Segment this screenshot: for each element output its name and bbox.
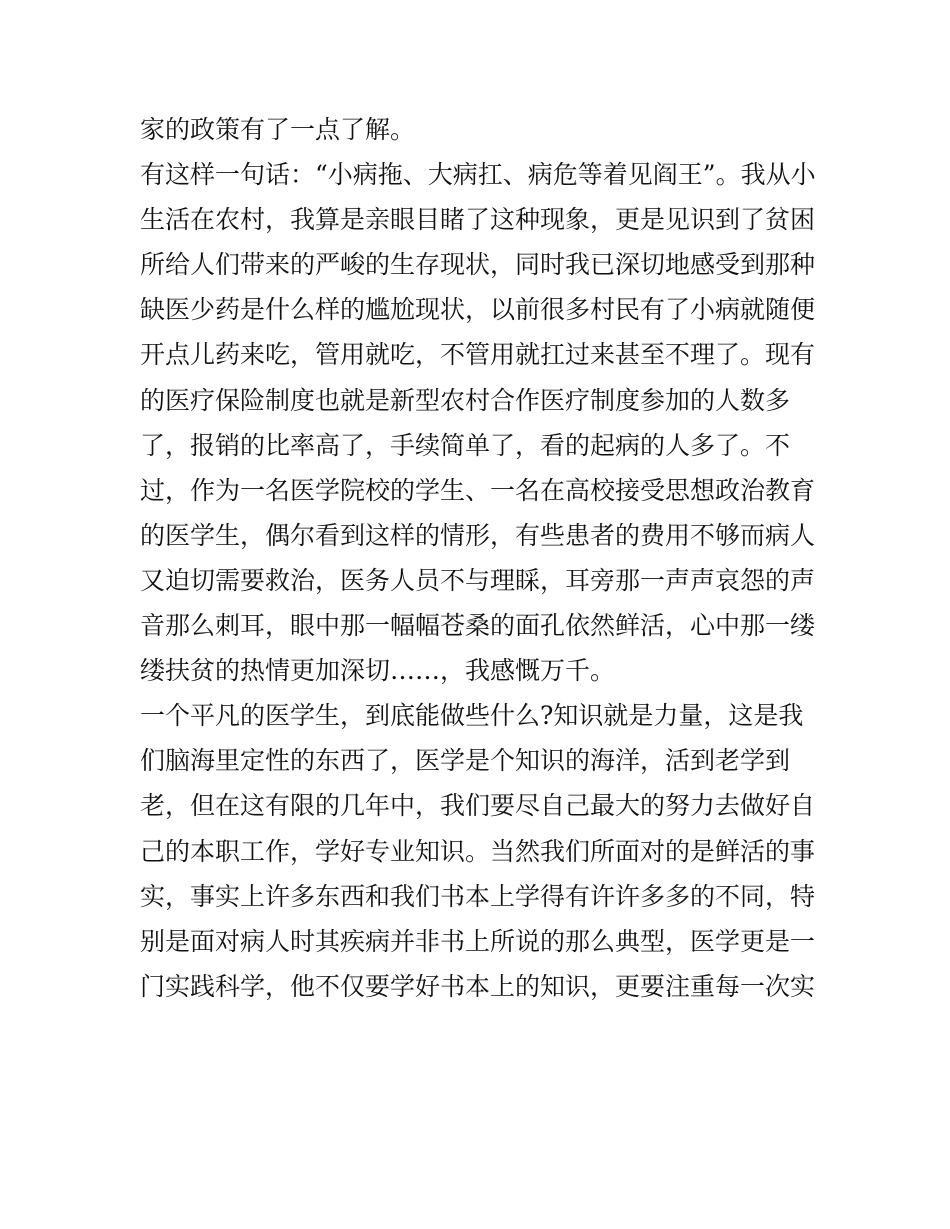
- body-text: [140, 107, 820, 1009]
- text-line: 老，但在这有限的几年中，我们要尽自己最大的努力去做好自: [140, 791, 816, 821]
- text-line: 又迫切需要救治，医务人员不与理睬，耳旁那一声声哀怨的声: [140, 565, 816, 595]
- text-line: 们脑海里定性的东西了，医学是个知识的海洋，活到老学到: [140, 746, 791, 776]
- text-line: 有这样一句话：“小病拖、大病扛、病危等着见阎王”。我从小: [140, 160, 816, 190]
- text-line: 过，作为一名医学院校的学生、一名在高校接受思想政治教育: [140, 475, 816, 505]
- text-line: 的医疗保险制度也就是新型农村合作医疗制度参加的人数多: [140, 385, 791, 415]
- text-line: 开点儿药来吃，管用就吃，不管用就扛过来甚至不理了。现有: [140, 340, 816, 370]
- text-line: 了，报销的比率高了，手续简单了，看的起病的人多了。不: [140, 430, 791, 460]
- text-line: 别是面对病人时其疾病并非书上所说的那么典型，医学更是一: [140, 926, 816, 956]
- text-line: 音那么刺耳，眼中那一幅幅苍桑的面孔依然鲜活，心中那一缕: [140, 611, 816, 641]
- text-line: 生活在农村，我算是亲眼目睹了这种现象，更是见识到了贫困: [140, 205, 816, 235]
- text-line: 缺医少药是什么样的尴尬现状，以前很多村民有了小病就随便: [140, 295, 816, 325]
- text-line: 的医学生，偶尔看到这样的情形，有些患者的费用不够而病人: [140, 520, 816, 550]
- text-line: 缕扶贫的热情更加深切……，我感慨万千。: [140, 656, 616, 686]
- text-line: 家的政策有了一点了解。: [140, 115, 416, 144]
- text-line: 实，事实上许多东西和我们书本上学得有许许多多的不同，特: [140, 881, 816, 911]
- text-line: 一个平凡的医学生，到底能做些什么?知识就是力量，这是我: [140, 701, 804, 731]
- text-line: 己的本职工作，学好专业知识。当然我们所面对的是鲜活的事: [140, 836, 816, 866]
- text-line: 所给人们带来的严峻的生存现状，同时我已深切地感受到那种: [140, 250, 816, 280]
- text-line: 门实践科学，他不仅要学好书本上的知识，更要注重每一次实: [140, 971, 816, 1001]
